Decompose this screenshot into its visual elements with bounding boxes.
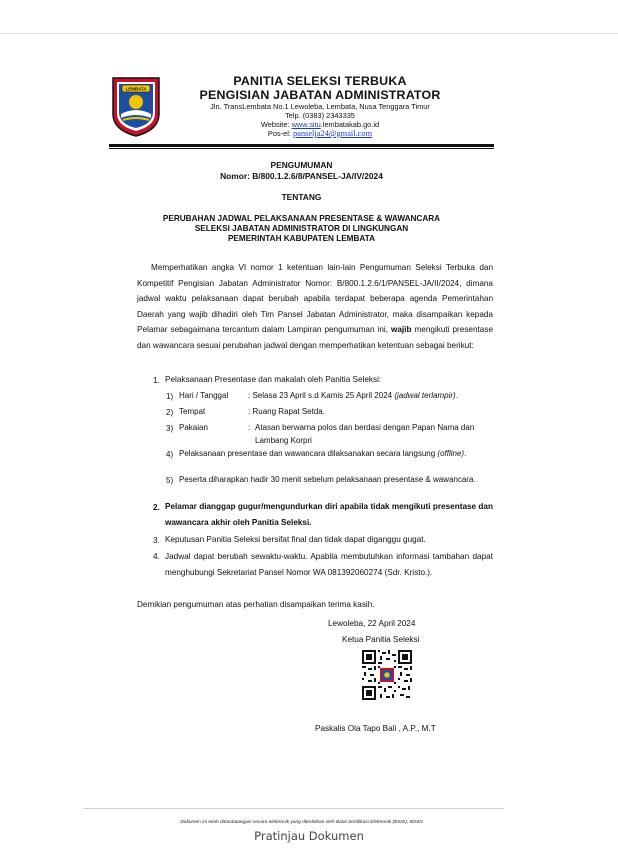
item-number: 3. xyxy=(153,536,160,545)
website-link[interactable]: www.situ xyxy=(291,120,321,129)
email-prefix: Pos-el: xyxy=(267,129,293,138)
subitem-note: (jadwal terlampir) xyxy=(394,391,456,400)
subitem-value xyxy=(248,422,493,447)
document-preview-label: Pratinjau Dokumen xyxy=(254,829,364,843)
item-text: Pelaksanaan Presentase dan makalah oleh Panitia Seleksi: xyxy=(165,375,382,384)
subitem-end: . xyxy=(455,391,458,400)
document-page xyxy=(0,34,618,825)
org-email xyxy=(160,129,480,138)
org-name-line1: PANITIA SELEKSI TERBUKA xyxy=(233,74,407,88)
intro-paragraph xyxy=(137,260,493,354)
subitem-label: Tempat xyxy=(179,407,206,416)
org-name-line2: PENGISIAN JABATAN ADMINISTRATOR xyxy=(199,88,441,102)
subitem-sep: : xyxy=(248,423,251,432)
subitem-value-text: Selasa 23 April s.d Kamis 25 April 2024 xyxy=(252,391,393,400)
emblem-text: LEMBATA xyxy=(125,86,147,92)
subitem-note: (offline) xyxy=(437,449,465,458)
subitem-number: 1) xyxy=(166,392,174,401)
website-suffix: .lembatakab.go.id xyxy=(320,120,380,129)
subitem-text-main: Pelaksanaan presentase dan wawancara dilaksanakan secara langsung xyxy=(179,449,436,458)
regency-emblem-logo xyxy=(109,74,163,138)
org-address: Jln. TransLembata No.1 Lewoleba, Lembata, Nusa Tenggara Timur xyxy=(210,102,430,111)
subitem-sep: : xyxy=(248,407,251,416)
org-phone: Telp. (0383) 2343335 xyxy=(285,111,355,120)
announcement-number: Nomor: B/800.1.2.6/8/PANSEL-JA/IV/2024 xyxy=(220,171,383,181)
subitem-number: 3) xyxy=(166,424,174,433)
subitem-value-text: Ruang Rapat Setda. xyxy=(252,407,325,416)
website-prefix: Website: xyxy=(260,120,292,129)
item-number: 2. xyxy=(153,503,160,512)
signature-position: Ketua Panitia Seleksi xyxy=(342,635,420,644)
announcement-about: TENTANG xyxy=(281,192,322,202)
subitem-end: . xyxy=(464,449,467,458)
subitem-number: 5) xyxy=(166,476,174,485)
subitem-label: Hari / Tanggal xyxy=(179,391,229,400)
subitem-number: 4) xyxy=(166,450,174,459)
qr-code-icon xyxy=(362,650,412,700)
letterhead-thick-rule xyxy=(109,144,494,147)
org-website xyxy=(160,120,480,129)
item-text: Jadwal dapat berubah sewaktu-waktu. Apabila membutuhkan informasi tambahan dapat menghubungi Sekretariat Pansel Nomor WA 081392060274 (Sdr. Kristo.). xyxy=(165,552,493,577)
intro-bold-word: wajib xyxy=(390,325,412,335)
subitem-sep: : xyxy=(248,391,251,400)
subject-line1: PERUBAHAN JADWAL PELAKSANAAN PRESENTASE & WAWANCARA xyxy=(162,214,441,223)
item-text: Keputusan Panitia Seleksi bersifat final dan tidak dapat diganggu gugat. xyxy=(165,535,426,544)
subitem-value-text: Atasan berwarna polos dan berdasi dengan Papan Nama dan Lambang Korpri xyxy=(255,423,475,445)
intro-text: Memperhatikan angka VI nomor 1 ketentuan lain-lain Pengumuman Seleksi Terbuka dan Kompetitif Pengisian Jabatan Administrator Nomor: B/800.1.2.6/1/PANSEL-JA/II/2024, dimana jadwal waktu pelaksanaan dapat berubah apabila terdapat beberapa agenda Pemerintahan Daerah yang wajib dihadiri oleh Tim Pansel Jabatan Administrator, maka disampaikan kepada Pelamar sebagaimana tercantum dalam Lampiran pengumuman ini, xyxy=(137,263,493,335)
subject-line3: PEMERINTAH KABUPATEN LEMBATA xyxy=(227,234,376,243)
subitem-text xyxy=(179,448,493,461)
subitem-label: Pakaian xyxy=(179,423,208,432)
subitem-value xyxy=(248,406,493,419)
signature-place-date: Lewoleba, 22 April 2024 xyxy=(328,619,416,628)
closing-sentence: Demikian pengumuman atas perhatian disampaikan terima kasih. xyxy=(137,600,375,609)
subitem-value xyxy=(248,390,493,403)
announcement-title: PENGUMUMAN xyxy=(270,160,333,170)
item-number: 1. xyxy=(153,376,160,385)
bottom-divider xyxy=(84,808,504,809)
intro-text-end: mengikuti presentase dan wawancara sesuai perubahan jadwal dengan memperhatikan ketentuan sebagai berikut: xyxy=(137,325,494,350)
letterhead-thin-rule xyxy=(109,148,494,149)
subject-line2: SELEKSI JABATAN ADMINISTRATOR DI LINGKUNGAN xyxy=(194,224,409,233)
subitem-text: Peserta diharapkan hadir 30 menit sebelum pelaksanaan presentase & wawancara. xyxy=(179,475,476,484)
esign-footnote: Dokumen ini telah ditandatangani secara elektronik yang diterbitkan oleh Balai Sertifikasi Elektronik (BSrE), BSSN xyxy=(180,820,423,825)
item-number: 4. xyxy=(153,552,160,561)
email-link[interactable]: panselja24@gmail.com xyxy=(292,129,373,138)
subitem-number: 2) xyxy=(166,408,174,417)
signer-name: Paskalis Ola Tapo Bali , A.P., M.T xyxy=(315,724,436,733)
item-text: Pelamar dianggap gugur/mengundurkan diri apabila tidak mengikuti presentase dan wawancara akhir oleh Panitia Seleksi. xyxy=(165,502,493,527)
